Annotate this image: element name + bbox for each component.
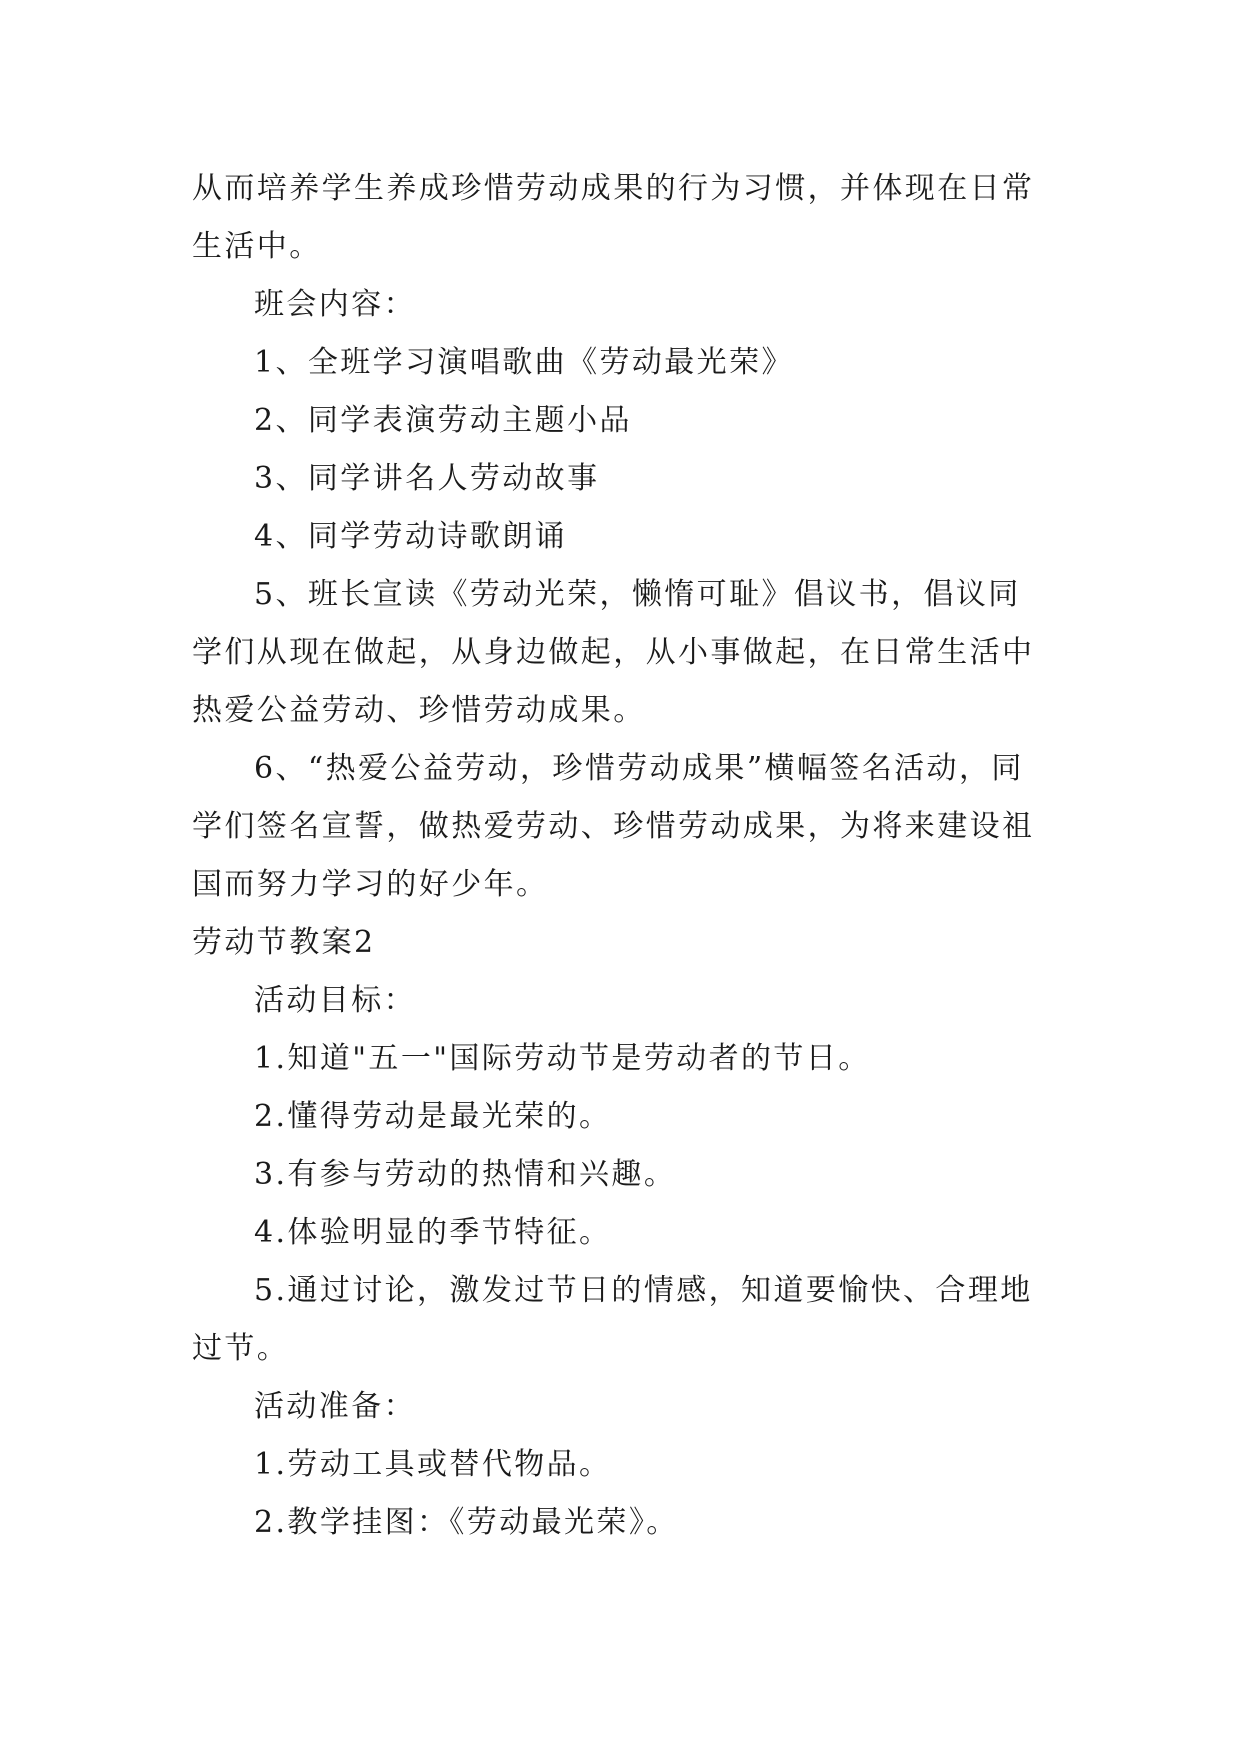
paragraph-line: 学们签名宣誓，做热爱劳动、珍惜劳动成果，为将来建设祖 xyxy=(192,809,1035,844)
paragraph-line: 国而努力学习的好少年。 xyxy=(192,867,549,902)
list-item: 2.懂得劳动是最光荣的。 xyxy=(254,1099,612,1134)
list-item: 2、同学表演劳动主题小品 xyxy=(254,403,632,438)
list-item: 4.体验明显的季节特征。 xyxy=(254,1215,612,1250)
list-item: 3、同学讲名人劳动故事 xyxy=(254,461,600,496)
section-label: 活动准备： xyxy=(254,1389,416,1424)
list-item: 1、全班学习演唱歌曲《劳动最光荣》 xyxy=(254,345,794,380)
list-item: 2.教学挂图：《劳动最光荣》。 xyxy=(254,1505,679,1540)
paragraph-line: 热爱公益劳动、珍惜劳动成果。 xyxy=(192,693,646,728)
paragraph-line: 从而培养学生养成珍惜劳动成果的行为习惯，并体现在日常 xyxy=(192,171,1035,206)
document-page xyxy=(192,160,1050,1552)
section-label: 班会内容： xyxy=(254,287,416,322)
paragraph-line: 学们从现在做起，从身边做起，从小事做起，在日常生活中 xyxy=(192,635,1035,670)
list-item: 4、同学劳动诗歌朗诵 xyxy=(254,519,568,554)
section-label: 活动目标： xyxy=(254,983,416,1018)
list-item: 3.有参与劳动的热情和兴趣。 xyxy=(254,1157,677,1192)
section-heading: 劳动节教案2 xyxy=(192,925,376,960)
list-item: 6、“热爱公益劳动，珍惜劳动成果”横幅签名活动，同 xyxy=(254,751,1024,786)
paragraph-line: 生活中。 xyxy=(192,229,322,264)
list-item: 1.劳动工具或替代物品。 xyxy=(254,1447,612,1482)
list-item: 1.知道"五一"国际劳动节是劳动者的节日。 xyxy=(254,1041,871,1076)
list-item: 5.通过讨论，激发过节日的情感，知道要愉快、合理地 xyxy=(254,1273,1033,1308)
list-item: 5、班长宣读《劳动光荣，懒惰可耻》倡议书，倡议同 xyxy=(254,577,1021,612)
paragraph-line: 过节。 xyxy=(192,1331,290,1366)
